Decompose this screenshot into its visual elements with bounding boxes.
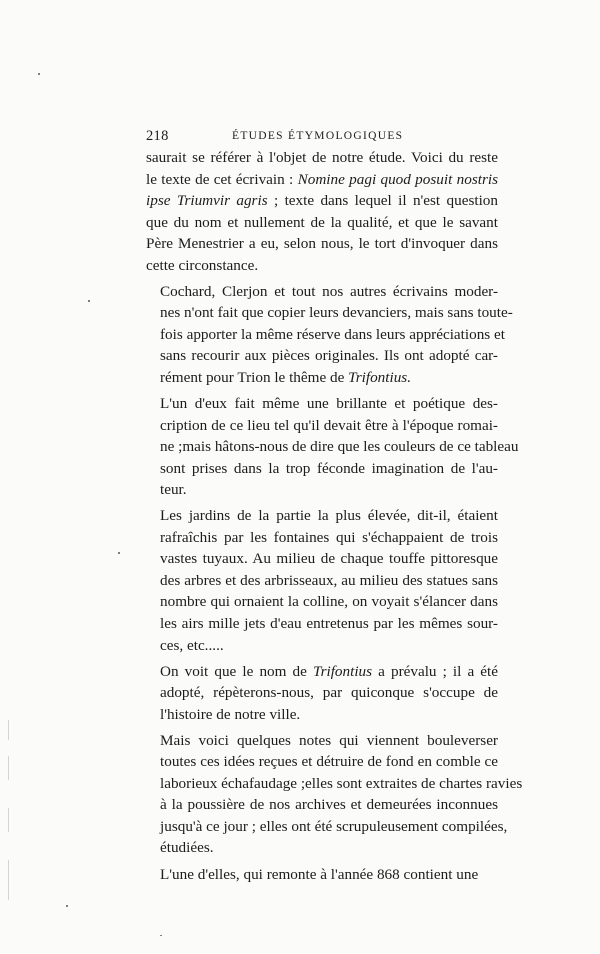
paragraph <box>146 661 498 726</box>
text-line <box>146 751 498 773</box>
text-line <box>146 548 498 570</box>
text-line <box>146 255 498 277</box>
body-text <box>146 147 523 885</box>
page-header <box>146 124 498 146</box>
text-segment: sans recourir aux pièces originales. Ils ont adopté car- <box>160 347 498 365</box>
text-segment: les airs mille jets d'eau entretenus par les mêmes sour- <box>160 614 498 632</box>
text-line <box>146 233 498 255</box>
text-segment: Trifontius. <box>348 368 412 386</box>
text-line <box>146 682 498 704</box>
text-line <box>146 527 498 549</box>
text-segment: vastes tuyaux. Au milieu de chaque touffe pittoresque <box>160 550 498 568</box>
text-line <box>146 505 498 527</box>
text-segment: rafraîchis par les fontaines qui s'échappaient de trois <box>160 528 498 546</box>
text-segment: sont prises dans la trop féconde imagination de l'au- <box>160 459 498 477</box>
text-line <box>146 837 498 859</box>
text-segment: cription de ce lieu tel qu'il devait être à l'époque romai- <box>160 416 498 434</box>
text-line <box>146 147 498 169</box>
text-line <box>146 816 508 838</box>
text-line <box>146 436 519 458</box>
text-segment: ; texte dans lequel il n'est question <box>267 192 498 210</box>
text-segment: laborieux échafaudage ;elles sont extraites de chartes ravies <box>160 774 523 792</box>
text-segment: que du nom et nullement de la qualité, et que le savant <box>146 213 498 231</box>
text-segment: toutes ces idées reçues et détruire de fond en comble ce <box>160 753 498 771</box>
text-segment: étudiées. <box>160 839 214 857</box>
text-line <box>146 212 498 234</box>
text-segment: Nomine pagi quod posuit nostris <box>297 170 498 188</box>
paragraph <box>146 147 498 276</box>
text-segment: nombre qui ornaient la colline, on voyait s'élancer dans <box>160 593 498 611</box>
text-segment: des arbres et des arbrisseaux, au milieu des statues sans <box>160 571 498 589</box>
text-segment: jusqu'à ce jour ; elles ont été scrupuleusement compilées, <box>160 817 508 835</box>
text-line <box>146 570 498 592</box>
text-segment: fois apporter la même réserve dans leurs appréciations et <box>160 325 505 343</box>
text-line <box>146 324 505 346</box>
text-line <box>146 479 498 501</box>
text-line <box>146 661 498 683</box>
text-segment: Les jardins de la partie la plus élevée, dit-il, étaient <box>160 507 498 525</box>
paragraph <box>146 730 523 859</box>
paragraph <box>146 393 519 501</box>
text-segment: Mais voici quelques notes qui viennent bouleverser <box>160 731 498 749</box>
text-segment: L'un d'eux fait même une brillante et poétique des- <box>160 395 498 413</box>
text-segment: nes n'ont fait que copier leurs devanciers, mais sans toute- <box>160 304 513 322</box>
text-segment: Père Menestrier a eu, selon nous, le tort d'invoquer dans <box>146 235 498 253</box>
text-line <box>146 591 498 613</box>
text-segment: ces, etc..... <box>160 636 224 654</box>
text-line <box>146 281 498 303</box>
text-segment: Trifontius <box>312 662 373 680</box>
text-line <box>146 704 498 726</box>
text-line <box>146 613 498 635</box>
text-segment: adopté, répèterons-nous, par quiconque s'occupe de <box>160 684 498 702</box>
text-segment: l'histoire de notre ville. <box>160 705 301 723</box>
text-line <box>146 415 498 437</box>
text-line <box>146 730 498 752</box>
text-line <box>146 302 513 324</box>
text-segment: On voit que le nom de <box>160 662 313 680</box>
text-line <box>146 794 498 816</box>
paragraph <box>146 864 498 886</box>
text-line <box>146 773 523 795</box>
text-segment: ne ;mais hâtons-nous de dire que les couleurs de ce tableau <box>160 438 519 456</box>
text-line <box>146 345 498 367</box>
text-segment: saurait se référer à l'objet de notre étude. Voici du reste <box>146 149 498 166</box>
page-number: 218 <box>146 128 169 144</box>
text-segment: à la poussière de nos archives et demeurées inconnues <box>160 796 498 814</box>
text-segment: L'une d'elles, qui remonte à l'année 868 contient une <box>160 865 479 883</box>
text-line <box>146 864 498 886</box>
text-line <box>146 169 498 191</box>
text-segment: teur. <box>160 481 187 499</box>
text-segment: Cochard, Clerjon et tout nos autres écrivains moder- <box>160 282 498 300</box>
text-segment: cette circonstance. <box>146 256 259 274</box>
text-segment: a prévalu ; il a été <box>372 662 498 680</box>
margin-mark <box>8 720 9 920</box>
text-line <box>146 635 498 657</box>
running-title: ÉTUDES ÉTYMOLOGIQUES <box>232 130 404 142</box>
text-segment: le texte de cet écrivain : <box>146 170 298 188</box>
text-line <box>146 393 498 415</box>
text-line <box>146 458 498 480</box>
text-line <box>146 367 498 389</box>
paragraph <box>146 505 498 656</box>
text-line <box>146 190 498 212</box>
paragraph <box>146 281 513 389</box>
text-segment: rément pour Trion le thême de <box>160 368 349 386</box>
text-segment: ipse Triumvir agris <box>146 192 268 210</box>
